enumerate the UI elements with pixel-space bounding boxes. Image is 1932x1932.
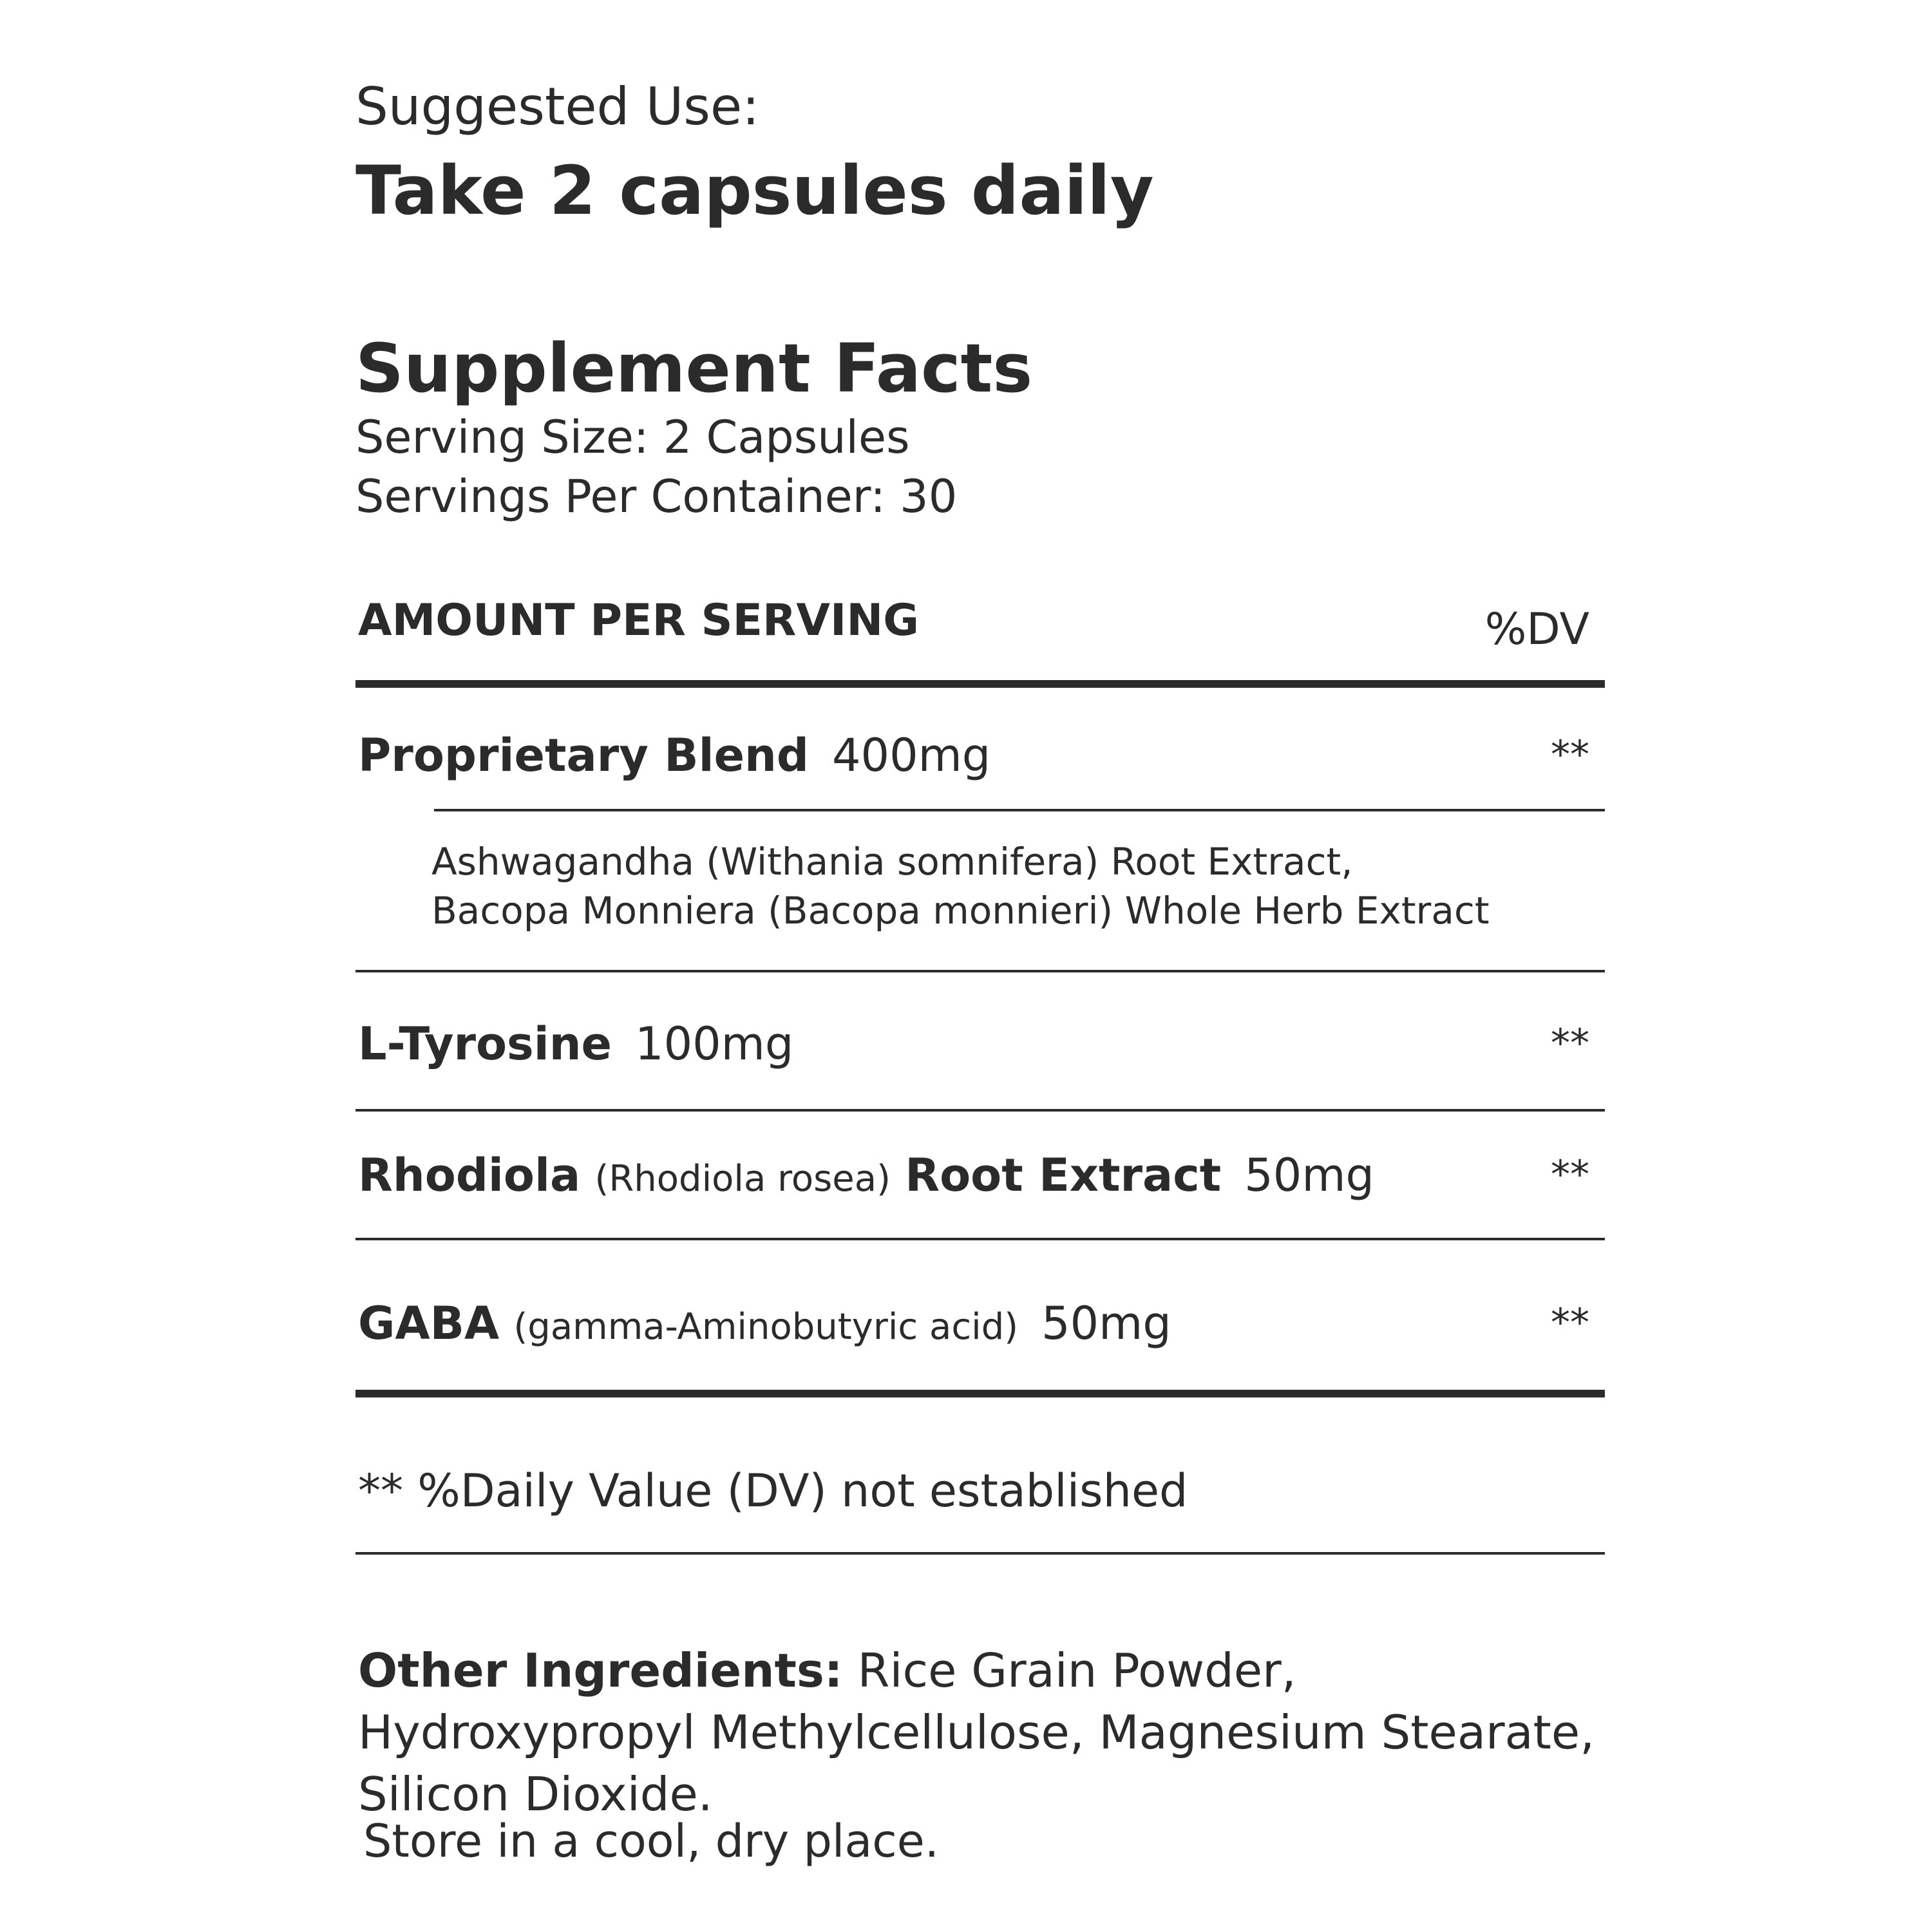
row-divider (355, 970, 1605, 972)
blend-sub-rule (434, 809, 1605, 811)
ingredient-amount: 50mg (1041, 1297, 1171, 1350)
storage-instructions: Store in a cool, dry place. (363, 1815, 940, 1868)
ingredient-name: GABA (358, 1297, 500, 1350)
other-ingredients (358, 1640, 1633, 1825)
ingredient-amount: 50mg (1244, 1149, 1374, 1202)
table-bottom-rule (355, 1390, 1605, 1397)
blend-description-line: Ashwagandha (Withania somnifera) Root Extract, (431, 840, 1353, 884)
ingredient-dv: ** (1551, 1152, 1589, 1197)
servings-per-container: Servings Per Container: 30 (355, 470, 958, 523)
blend-description (431, 837, 1591, 935)
ingredient-name: L-Tyrosine (358, 1018, 612, 1070)
table-row (358, 1149, 1374, 1202)
suggested-use-label: Suggested Use: (355, 77, 760, 137)
supplement-facts-title: Supplement Facts (355, 329, 1033, 408)
ingredient-amount: 400mg (832, 729, 991, 782)
other-ingredients-text: Rice Grain Powder, Hydroxypropyl Methylcellulose, Magnesium Stearate, Silicon Dioxide. (358, 1643, 1595, 1821)
ingredient-dv: ** (1551, 1021, 1589, 1066)
header-daily-value: %DV (1484, 604, 1589, 655)
suggested-use-text: Take 2 capsules daily (355, 151, 1154, 230)
table-row (358, 1297, 1171, 1350)
serving-size: Serving Size: 2 Capsules (355, 411, 910, 464)
footnote-rule (355, 1552, 1605, 1555)
table-row (358, 729, 991, 782)
header-rule (355, 680, 1605, 688)
dv-footnote: ** %Daily Value (DV) not established (358, 1464, 1188, 1517)
ingredient-name: Rhodiola (358, 1149, 581, 1202)
blend-description-line: Bacopa Monniera (Bacopa monnieri) Whole Herb Extract (431, 889, 1490, 933)
row-divider (355, 1109, 1605, 1112)
row-divider (355, 1238, 1605, 1240)
ingredient-suffix: Root Extract (905, 1149, 1222, 1202)
header-amount-per-serving: AMOUNT PER SERVING (358, 595, 920, 646)
ingredient-dv: ** (1551, 1300, 1589, 1345)
ingredient-detail: (gamma-Aminobutyric acid) (513, 1306, 1019, 1348)
table-row (358, 1018, 794, 1070)
ingredient-detail: (Rhodiola rosea) (594, 1158, 891, 1200)
other-ingredients-label: Other Ingredients: (358, 1643, 843, 1698)
ingredient-amount: 100mg (635, 1018, 794, 1070)
ingredient-name: Proprietary Blend (358, 729, 809, 782)
ingredient-dv: ** (1551, 732, 1589, 777)
